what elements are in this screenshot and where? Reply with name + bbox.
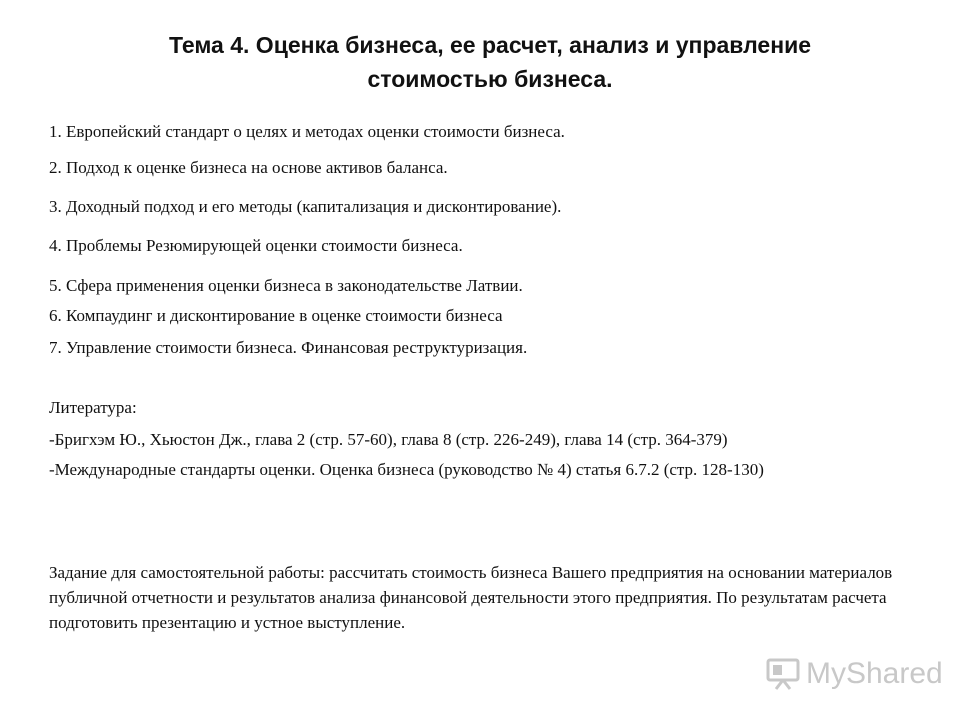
assignment-text: Задание для самостоятельной работы: рассчитать стоимость бизнеса Вашего предприятия на основании материалов публичной отчетности и результатов анализа финансовой деятельности этого предприятия. По результатам расчета подготовить презентацию и устное выступление.	[49, 563, 893, 632]
topic-item: 2. Подход к оценке бизнеса на основе активов баланса.	[49, 158, 448, 177]
presentation-board-icon	[766, 657, 802, 691]
literature-heading: Литература:	[49, 398, 137, 417]
literature-item: -Международные стандарты оценки. Оценка бизнеса (руководство № 4) статья 6.7.2 (стр. 128-130)	[49, 460, 764, 479]
page-title	[60, 28, 920, 96]
topic-item: 3. Доходный подход и его методы (капитализация и дисконтирование).	[49, 197, 562, 216]
topic-item: 1. Европейский стандарт о целях и методах оценки стоимости бизнеса.	[49, 122, 565, 141]
title-line-2: стоимостью бизнеса.	[367, 66, 613, 92]
topic-item: 4. Проблемы Резюмирующей оценки стоимости бизнеса.	[49, 236, 463, 255]
topic-item: 5. Сфера применения оценки бизнеса в законодательстве Латвии.	[49, 276, 523, 295]
topic-item: 7. Управление стоимости бизнеса. Финансовая реструктуризация.	[49, 338, 528, 357]
topic-item: 6. Компаудинг и дисконтирование в оценке стоимости бизнеса	[49, 306, 503, 325]
literature-item: -Бригхэм Ю., Хьюстон Дж., глава 2 (стр. 57-60), глава 8 (стр. 226-249), глава 14 (стр. 364-379)	[49, 430, 728, 449]
watermark-logo	[766, 655, 943, 695]
title-line-1: Тема 4. Оценка бизнеса, ее расчет, анализ и управление	[168, 32, 812, 58]
watermark-text: MyShared	[806, 657, 943, 690]
